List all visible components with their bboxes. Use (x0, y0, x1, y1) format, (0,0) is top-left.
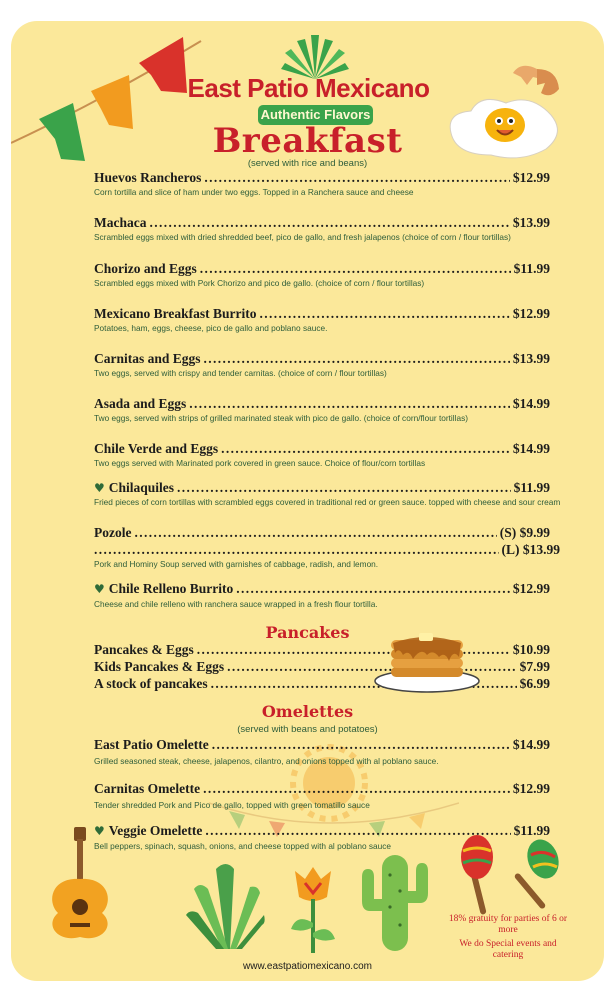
item-price: $14.99 (512, 396, 550, 411)
menu-item-kids-pancakes-and-eggs (94, 659, 550, 675)
item-price-large: (L) $13.99 (501, 542, 560, 557)
menu-item-carnitas-omelette (94, 781, 550, 797)
item-description: Scrambled eggs mixed with dried shredded beef, pico de gallo, and fresh jalapenos (choice of corn / flour tortillas) (94, 232, 511, 242)
item-description: Bell peppers, spinach, squash, onions, and cheese topped with al poblano sauce (94, 841, 392, 851)
item-price: $13.99 (512, 215, 550, 230)
menu-item-chilaquiles (94, 480, 550, 496)
item-description: Two eggs, served with strips of grilled marinated steak with pico de gallo. (choice of corn/flour tortillas) (94, 413, 468, 423)
item-name: Carnitas and Eggs (94, 351, 201, 366)
website-url[interactable]: www.eastpatiomexicano.com (243, 961, 372, 972)
heart-icon: ♥ (94, 582, 105, 596)
item-price: $10.99 (512, 642, 550, 657)
item-description: Cheese and chile relleno with ranchera sauce wrapped in a fresh flour tortilla. (94, 599, 378, 609)
menu-item-carnitas-and-eggs (94, 351, 550, 367)
item-name: Chile Relleno Burrito (108, 581, 234, 596)
menu-item-chorizo-and-eggs (94, 261, 550, 277)
item-description: Potatoes, ham, eggs, cheese, pico de gallo and poblano sauce. (94, 323, 328, 333)
item-price: $11.99 (513, 823, 550, 838)
item-name: A stock of pancakes (94, 676, 208, 691)
agave-plant-icon (186, 859, 266, 949)
item-name: Kids Pancakes & Eggs (94, 659, 225, 674)
item-price: $12.99 (512, 581, 550, 596)
brand-name: East Patio Mexicano (187, 73, 430, 103)
item-description: Scrambled eggs mixed with Pork Chorizo and pico de gallo. (choice of corn / flour tortillas) (94, 278, 425, 288)
item-description: Fried pieces of corn tortillas with scrambled eggs covered in traditional red or green sauce. topped with cheese and sour cream (94, 497, 561, 507)
heart-icon: ♥ (94, 481, 105, 495)
item-price: $11.99 (513, 261, 550, 276)
item-price: $12.99 (512, 306, 550, 321)
item-name: Pozole (94, 525, 132, 540)
breakfast-note: (served with rice and beans) (247, 158, 368, 169)
menu-item-stock-of-pancakes (94, 676, 550, 692)
menu-item-pozole-large (94, 542, 560, 558)
item-description: Corn tortilla and slice of ham under two eggs. Topped in a Ranchera sauce and cheese (94, 187, 414, 197)
item-price: $11.99 (513, 480, 550, 495)
pancakes-title: Pancakes (265, 623, 350, 642)
item-description: Tender shredded Pork and Pico de gallo, topped with green tomatillo sauce (94, 800, 370, 810)
item-price: $14.99 (512, 441, 550, 456)
menu-item-huevos-rancheros (94, 170, 550, 186)
menu-card (11, 21, 604, 981)
flower-icon (283, 863, 343, 953)
item-price: $7.99 (519, 659, 550, 674)
item-name: Chile Verde and Eggs (94, 441, 219, 456)
item-name: Veggie Omelette (108, 823, 203, 838)
item-name: Chilaquiles (108, 480, 175, 495)
breakfast-title: Breakfast (212, 121, 403, 161)
menu-item-chile-verde-and-eggs (94, 441, 550, 457)
item-name: East Patio Omelette (94, 737, 209, 752)
menu-item-east-patio-omelette (94, 737, 550, 753)
catering-note: We do Special events and catering (459, 939, 557, 960)
menu-item-pancakes-and-eggs (94, 642, 550, 658)
gratuity-note: 18% gratuity for parties of 6 or more (448, 914, 568, 935)
item-name: Machaca (94, 215, 147, 230)
item-name: Carnitas Omelette (94, 781, 201, 796)
guitar-icon (36, 821, 126, 941)
item-description: Pork and Hominy Soup served with garnishes of cabbage, radish, and lemon. (94, 559, 379, 569)
menu-item-machaca (94, 215, 550, 231)
item-name: Huevos Rancheros (94, 170, 202, 185)
menu-item-chile-relleno-burrito (94, 581, 550, 597)
maracas-icon (451, 831, 571, 917)
item-price: $6.99 (519, 676, 550, 691)
cactus-icon (356, 851, 436, 951)
item-description: Grilled seasoned steak, cheese, jalapenos, cilantro, and onions topped with al poblano sauce. (94, 756, 439, 766)
item-price: $12.99 (512, 170, 550, 185)
omelettes-title: Omelettes (261, 702, 354, 721)
pancake-stack-icon (373, 627, 481, 693)
item-description: Two eggs, served with crispy and tender carnitas. (choice of corn / flour tortillas) (94, 368, 387, 378)
omelettes-note: (served with beans and potatoes) (237, 724, 378, 735)
menu-item-pozole (94, 525, 550, 541)
item-description: Two eggs served with Marinated pork covered in green sauce. Choice of flour/corn tortillas (94, 458, 426, 468)
item-price: $12.99 (512, 781, 550, 796)
menu-item-asada-and-eggs (94, 396, 550, 412)
brand-tagline: Authentic Flavors (258, 105, 373, 125)
menu-item-mexicano-breakfast-burrito (94, 306, 550, 322)
item-name: Mexicano Breakfast Burrito (94, 306, 257, 321)
heart-icon: ♥ (94, 824, 105, 838)
item-name: Pancakes & Eggs (94, 642, 194, 657)
item-price: $14.99 (512, 737, 550, 752)
item-name: Chorizo and Eggs (94, 261, 197, 276)
item-price: $13.99 (512, 351, 550, 366)
item-price-small: (S) $9.99 (499, 525, 550, 540)
item-name: Asada and Eggs (94, 396, 187, 411)
